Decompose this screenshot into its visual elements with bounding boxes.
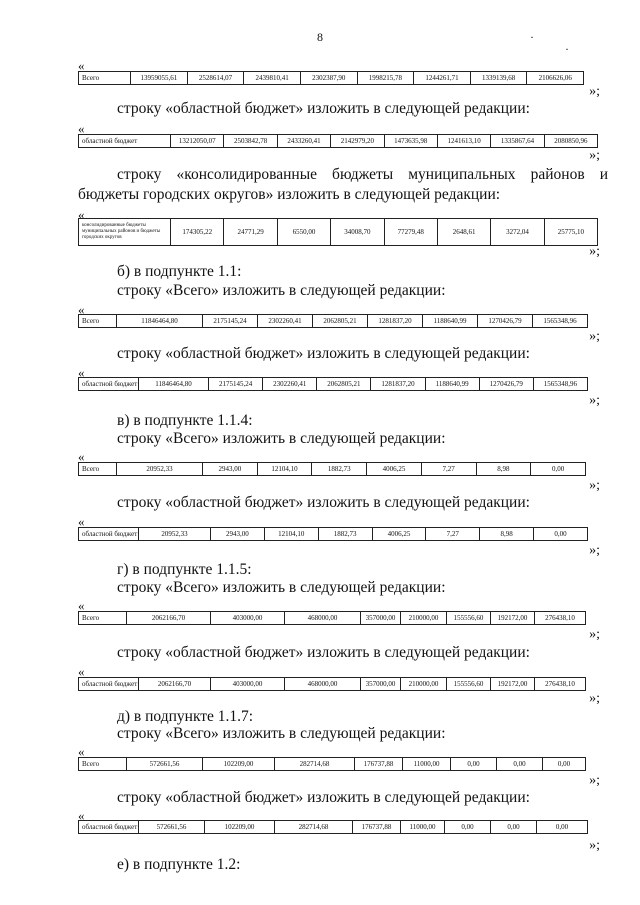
table-cell: 2943,00	[203, 463, 258, 476]
table-cell: 8,98	[480, 528, 534, 541]
table-cell: 0,00	[534, 528, 588, 541]
table-cell: 2080850,96	[544, 135, 597, 148]
table-cell: 155556,60	[447, 612, 491, 625]
table-cell: 2106626,06	[527, 72, 584, 85]
paragraph: строку «Всего» изложить в следующей редакции:	[117, 725, 446, 742]
table-cell: 276438,10	[535, 612, 586, 625]
table-cell: 2503842,78	[224, 135, 277, 148]
table-row	[78, 527, 588, 541]
table-cell: 468000,00	[285, 678, 361, 691]
table-cell: 6550,00	[277, 219, 330, 246]
row-label: Всего	[79, 315, 117, 328]
table-row	[78, 218, 598, 246]
table-cell: 210000,00	[401, 678, 447, 691]
table-cell: 2175145,24	[209, 378, 263, 391]
table-cell: 1281837,20	[371, 378, 425, 391]
table-cell: 0,00	[445, 821, 491, 834]
row-label: областной бюджет	[79, 378, 139, 391]
paragraph: строку «областной бюджет» изложить в следующей редакции:	[117, 345, 530, 362]
table-cell: 1339139,68	[470, 72, 527, 85]
open-quote: «	[78, 365, 85, 380]
table-cell: 0,00	[531, 463, 586, 476]
table-cell: 7,27	[426, 528, 480, 541]
table-cell: 8,98	[476, 463, 531, 476]
table-cell: 20952,33	[139, 528, 211, 541]
table-cell: 11000,00	[403, 758, 451, 771]
row-label: консолидированные бюджеты муниципальных районов и бюджеты городских округов	[79, 219, 171, 246]
close-quote: »;	[589, 329, 600, 344]
table-cell: 25775,10	[544, 219, 597, 246]
table-cell: 0,00	[491, 821, 537, 834]
row-label: Всего	[79, 72, 131, 85]
table-cell: 2302260,41	[258, 315, 313, 328]
table-cell: 102209,00	[203, 758, 275, 771]
close-quote: »;	[589, 543, 600, 558]
row-label: Всего	[79, 612, 127, 625]
table-cell: 3272,04	[491, 219, 544, 246]
table-cell: 4006,25	[367, 463, 422, 476]
table-cell: 2175145,24	[203, 315, 258, 328]
subpoint-heading: в) в подпункте 1.1.4:	[117, 412, 253, 429]
close-quote: »;	[589, 691, 600, 706]
table-row	[78, 314, 588, 328]
table-cell: 34008,70	[331, 219, 384, 246]
close-quote: »;	[589, 838, 600, 853]
table-cell: 1241613,10	[437, 135, 490, 148]
table-cell: 2648,61	[437, 219, 490, 246]
open-quote: «	[78, 808, 85, 823]
table-cell: 174305,22	[171, 219, 224, 246]
table-cell: 357000,00	[361, 678, 401, 691]
table-cell: 0,00	[497, 758, 543, 771]
table-cell: 1188640,99	[423, 315, 478, 328]
open-quote: «	[78, 58, 85, 73]
open-quote: «	[78, 744, 85, 759]
table-cell: 276438,10	[535, 678, 586, 691]
table-cell: 1335867,64	[491, 135, 544, 148]
open-quote: «	[78, 598, 85, 613]
table-cell: 7,27	[421, 463, 476, 476]
close-quote: »;	[589, 478, 600, 493]
paragraph: строку «областной бюджет» изложить в следующей редакции:	[117, 644, 530, 661]
table-cell: 176737,88	[355, 758, 403, 771]
paragraph: строку «Всего» изложить в следующей редакции:	[117, 282, 446, 299]
table-cell: 192172,00	[491, 678, 535, 691]
scan-mark: ·	[530, 30, 534, 44]
subpoint-heading: д) в подпункте 1.1.7:	[117, 708, 254, 725]
table-cell: 2943,00	[211, 528, 265, 541]
scan-mark: ·	[565, 42, 569, 56]
row-label: областной бюджет	[79, 528, 139, 541]
subpoint-heading: е) в подпункте 1.2:	[117, 856, 241, 873]
table-cell: 2062166,70	[127, 612, 211, 625]
table-cell: 155556,60	[447, 678, 491, 691]
table-row	[78, 377, 588, 391]
table-cell: 13212050,07	[171, 135, 224, 148]
table-cell: 0,00	[543, 758, 586, 771]
table-cell: 1565348,96	[533, 315, 588, 328]
paragraph: строку «областной бюджет» изложить в следующей редакции:	[117, 100, 530, 117]
table-cell: 282714,68	[275, 821, 353, 834]
table-cell: 572661,56	[127, 758, 203, 771]
table-cell: 2142979,20	[331, 135, 384, 148]
table-cell: 1270426,79	[479, 378, 533, 391]
row-label: областной бюджет	[79, 678, 139, 691]
table-cell: 13959055,61	[131, 72, 188, 85]
table-cell: 1882,73	[312, 463, 367, 476]
table-cell: 210000,00	[401, 612, 447, 625]
table-cell: 572661,56	[139, 821, 205, 834]
table-row	[78, 677, 586, 691]
open-quote: «	[78, 121, 85, 136]
table-cell: 1565348,96	[533, 378, 587, 391]
open-quote: «	[78, 449, 85, 464]
table-cell: 468000,00	[285, 612, 361, 625]
subpoint-heading: г) в подпункте 1.1.5:	[117, 561, 252, 578]
close-quote: »;	[589, 84, 600, 99]
table-row	[78, 71, 584, 85]
row-label: областной бюджет	[79, 135, 171, 148]
table-cell: 24771,29	[224, 219, 277, 246]
table-cell: 102209,00	[205, 821, 275, 834]
table-cell: 77279,48	[384, 219, 437, 246]
paragraph: строку «Всего» изложить в следующей редакции:	[117, 430, 446, 447]
open-quote: «	[78, 664, 85, 679]
table-cell: 2062805,21	[317, 378, 371, 391]
table-cell: 1998215,78	[357, 72, 414, 85]
open-quote: «	[78, 514, 85, 529]
table-cell: 12104,10	[257, 463, 312, 476]
table-cell: 11000,00	[401, 821, 445, 834]
page-number: 8	[317, 30, 323, 44]
table-cell: 403000,00	[211, 678, 285, 691]
table-cell: 1188640,99	[425, 378, 479, 391]
table-cell: 1882,73	[318, 528, 372, 541]
table-cell: 2062805,21	[313, 315, 368, 328]
table-cell: 11846464,80	[139, 378, 209, 391]
table-row	[78, 134, 598, 148]
row-label: областной бюджет	[79, 821, 139, 834]
table-cell: 2439810,41	[244, 72, 301, 85]
table-cell: 2302387,90	[300, 72, 357, 85]
table-row	[78, 757, 586, 771]
close-quote: »;	[589, 244, 600, 259]
table-cell: 2302260,41	[263, 378, 317, 391]
table-cell: 0,00	[537, 821, 588, 834]
paragraph: строку «консолидированные бюджеты муниципальных районов и бюджеты городских округов» изложить в следующей редакции:	[78, 166, 608, 203]
table-cell: 1270426,79	[478, 315, 533, 328]
table-row	[78, 462, 586, 476]
table-cell: 2433260,41	[277, 135, 330, 148]
close-quote: »;	[589, 773, 600, 788]
table-cell: 176737,88	[353, 821, 401, 834]
open-quote: «	[78, 207, 85, 222]
close-quote: »;	[589, 627, 600, 642]
table-row	[78, 820, 588, 834]
close-quote: »;	[589, 148, 600, 163]
paragraph: строку «областной бюджет» изложить в следующей редакции:	[117, 789, 530, 806]
subpoint-heading: б) в подпункте 1.1:	[117, 263, 242, 280]
table-cell: 357000,00	[361, 612, 401, 625]
table-row	[78, 611, 586, 625]
table-cell: 11846464,80	[117, 315, 203, 328]
paragraph: строку «областной бюджет» изложить в следующей редакции:	[117, 494, 530, 511]
row-label: Всего	[79, 758, 127, 771]
table-cell: 192172,00	[491, 612, 535, 625]
table-cell: 4006,25	[372, 528, 426, 541]
close-quote: »;	[589, 393, 600, 408]
table-cell: 20952,33	[117, 463, 203, 476]
table-cell: 2062166,70	[139, 678, 211, 691]
paragraph: строку «Всего» изложить в следующей редакции:	[117, 579, 446, 596]
table-cell: 2528614,07	[187, 72, 244, 85]
table-cell: 12104,10	[264, 528, 318, 541]
table-cell: 1244261,71	[414, 72, 471, 85]
open-quote: «	[78, 302, 85, 317]
table-cell: 0,00	[451, 758, 497, 771]
table-cell: 1473635,98	[384, 135, 437, 148]
table-cell: 403000,00	[211, 612, 285, 625]
table-cell: 1281837,20	[368, 315, 423, 328]
table-cell: 282714,68	[275, 758, 355, 771]
row-label: Всего	[79, 463, 117, 476]
